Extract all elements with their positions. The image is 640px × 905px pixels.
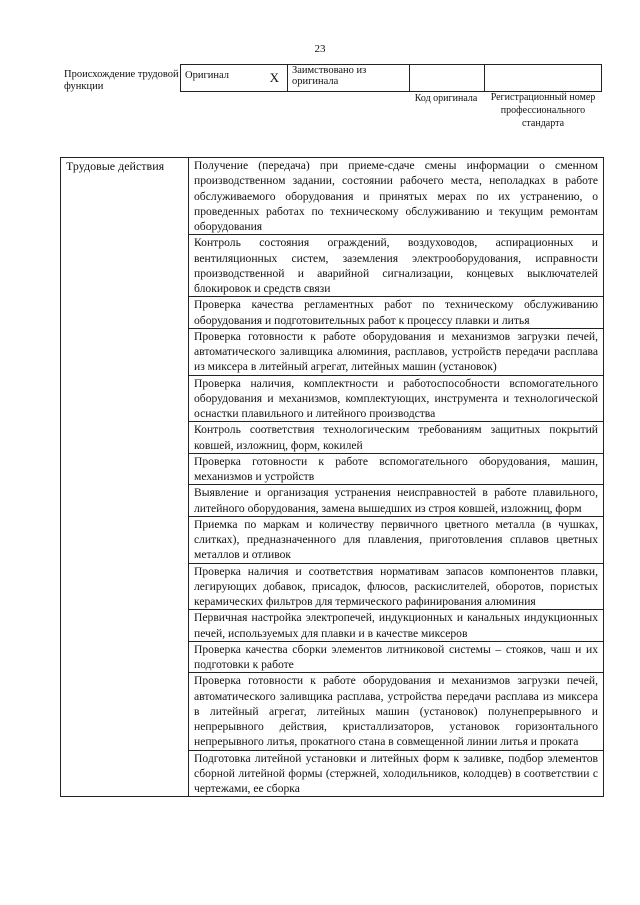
actions-label-cell: [61, 158, 189, 797]
action-item: Проверка готовности к работе вспомогательного оборудования, машин, механизмов и устройств: [189, 454, 603, 486]
origin-label: Происхождение трудовой функции: [64, 69, 179, 92]
actions-items-cell: [189, 158, 604, 797]
reg-caption: Регистрационный номер профессионального стандарта: [490, 92, 596, 129]
action-item: Проверка наличия, комплектности и работоспособности вспомогательного оборудования и механизмов, комплектующих, инструмента и технологической оснастки плавильного и литейного производства: [189, 376, 603, 423]
action-item: Контроль соответствия технологическим требованиям защитных покрытий ковшей, изложниц, форм, кокилей: [189, 422, 603, 454]
origin-borrowed-label: Заимствовано из оригинала: [292, 65, 367, 87]
action-item: Контроль состояния ограждений, воздуховодов, аспирационных и вентиляционных систем, заземления электрооборудования, исправности производственной и аварийной сигнализации, концевых выключателей блокировок и средств связи: [189, 235, 603, 297]
origin-original-cell: [181, 65, 288, 92]
origin-original-mark: X: [269, 70, 279, 85]
action-item: Проверка качества регламентных работ по техническому обслуживанию оборудования и подготовительных работ к процессу плавки и литья: [189, 297, 603, 329]
origin-code-cell: [410, 65, 485, 92]
actions-label: Трудовые действия: [66, 159, 165, 173]
origin-table: [180, 64, 602, 92]
actions-table: [60, 157, 604, 797]
action-item: Приемка по маркам и количеству первичного цветного металла (в чушках, слитках), предназначенного для плавления, приготовления сплавов цветных металлов и отливок: [189, 517, 603, 564]
origin-original-label: Оригинал: [185, 70, 229, 81]
code-caption: Код оригинала: [414, 93, 478, 104]
action-item: Проверка готовности к работе оборудования и механизмов загрузки печей, автоматического заливщика расплава, устройства передачи расплава из миксера в литейный агрегат, литейных машин (установок) полунепрерывного и непрерывного действия, кристаллизаторов, установок горизонтального непрерывного литья, прокатного стана в совмещенной линии литья и проката: [189, 673, 603, 750]
origin-reg-cell: [485, 65, 602, 92]
action-item: Подготовка литейной установки и литейных форм к заливке, подбор элементов сборной литейной формы (стержней, холодильников, колодцев) в соответствии с чертежами, ее сборка: [194, 751, 598, 795]
action-item: Проверка готовности к работе оборудования и механизмов загрузки печей, автоматического заливщика алюминия, расплавов, устройств передачи расплава из миксера в литейный агрегат, литейных машин (установок): [189, 329, 603, 376]
page-number: 23: [314, 43, 326, 55]
action-item: Первичная настройка электропечей, индукционных и канальных индукционных печей, используемых для плавки и в качестве миксеров: [189, 610, 603, 642]
action-item: Выявление и организация устранения неисправностей в работе плавильного, литейного оборудования, замена вышедших из строя ковшей, изложниц, форм: [189, 485, 603, 517]
origin-borrowed-cell: [288, 65, 410, 92]
action-item: Проверка наличия и соответствия нормативам запасов компонентов плавки, легирующих добавок, присадок, флюсов, раскислителей, оборотов, пористых керамических фильтров для термического рафинирования алюминия: [189, 564, 603, 611]
action-item: Проверка качества сборки элементов литниковой системы – стояков, чаш и их подготовки к работе: [189, 642, 603, 674]
action-item: Получение (передача) при приеме-сдаче смены информации о сменном производственном задании, состоянии рабочего места, неполадках в работе обслуживаемого оборудования и принятых мерах по их устранению, о проведенных работах по техническому обслуживанию и текущим ремонтам оборудования: [189, 158, 603, 235]
